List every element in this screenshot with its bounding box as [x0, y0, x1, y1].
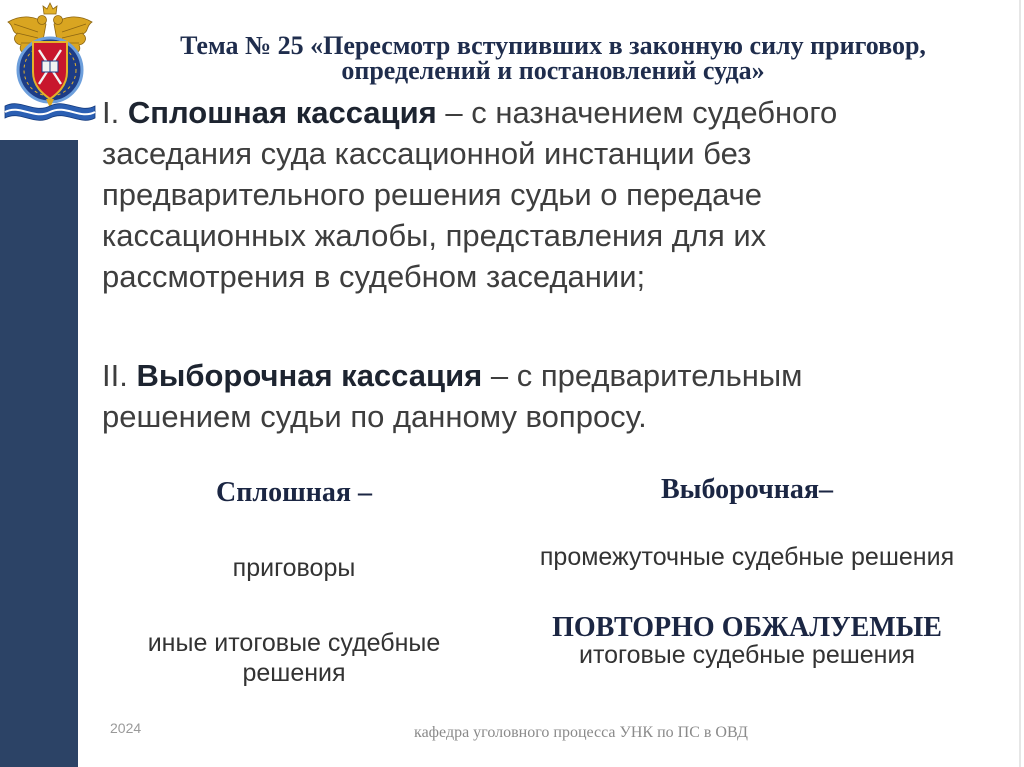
section-1-line: кассационных жалобы, представления для их	[102, 218, 767, 253]
comparison-right-emphasis: ПОВТОРНО ОБЖАЛУЕМЫЕ	[552, 612, 942, 643]
section-1-numeral: I.	[102, 95, 120, 130]
section-2-definition-start: – с предварительным	[490, 358, 803, 393]
comparison-left-column	[134, 0, 454, 767]
comparison-right-column	[517, 0, 977, 767]
comparison-right-heading: Выборочная–	[660, 474, 834, 505]
slide-title-line-2: определений и постановлений суда»	[341, 56, 765, 85]
comparison-left-item: иные итоговые судебные решения	[147, 629, 441, 687]
comparison-left-item: приговоры	[232, 554, 356, 582]
section-1-line: заседания суда кассационной инстанции без	[102, 136, 752, 171]
footer-department: кафедра уголовного процесса УНК по ПС в ОВД	[414, 724, 748, 741]
section-1-line: рассмотрения в судебном заседании;	[102, 259, 646, 294]
section-2-line: решением судьи по данному вопросу.	[102, 399, 647, 434]
slide-edge-line	[1019, 0, 1021, 767]
comparison-right-item: промежуточные судебные решения	[539, 543, 955, 571]
comparison-left-heading: Сплошная –	[216, 477, 372, 508]
comparison-right-emphasis-text: итоговые судебные решения	[578, 641, 915, 669]
coat-of-arms-emblem-icon	[2, 0, 98, 130]
section-2-numeral: II.	[102, 358, 128, 393]
section-1-definition-start: – с назначением судебного	[445, 95, 838, 130]
section-2-term: Выборочная кассация	[136, 358, 483, 393]
footer-year: 2024	[110, 720, 142, 736]
slide-title-line-1: Тема № 25 «Пересмотр вступивших в законную силу приговор,	[180, 31, 926, 60]
section-1-line: предварительного решения судьи о передаче	[102, 177, 763, 212]
section-1-term: Сплошная кассация	[127, 95, 437, 130]
accent-bar	[0, 140, 78, 767]
